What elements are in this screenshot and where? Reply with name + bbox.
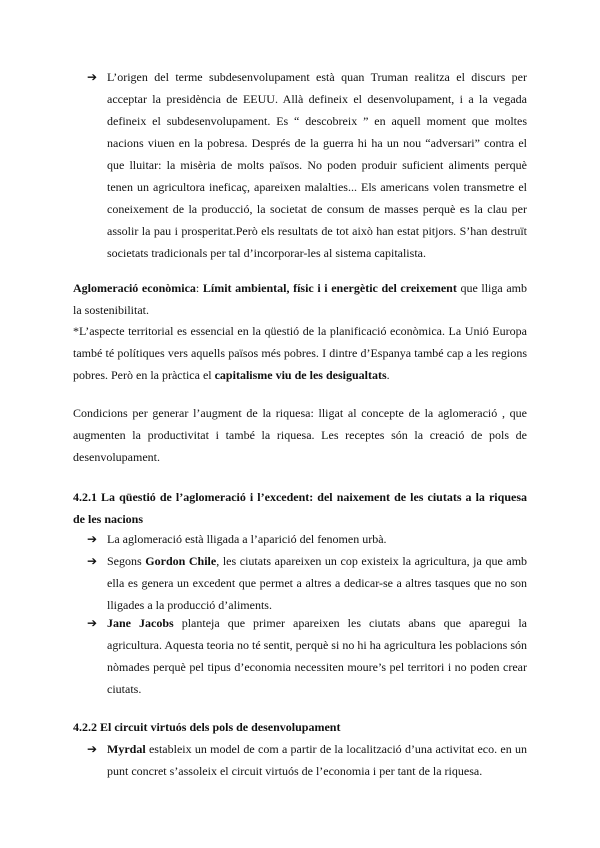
bullet-bold-name: Myrdal bbox=[107, 742, 146, 756]
bullet-bold-name: Gordon Chile bbox=[145, 554, 217, 568]
aglomeracio-label: Aglomeració econòmica bbox=[73, 281, 196, 295]
territorial-text: *L’aspecte territorial es essencial en la qüestió de la planificació econòmica. La Unió Europa també té polítiques vers aquells països més pobres. I dintre d’Espanya també cap a les regions pobres. Però en la pràctica el bbox=[73, 324, 527, 382]
list-item bbox=[87, 738, 527, 782]
bullet-pre: Segons bbox=[107, 554, 146, 568]
territorial-bold-phrase: capitalisme viu de les desigualtats bbox=[214, 368, 387, 382]
bullet-text bbox=[107, 612, 527, 700]
aglomeracio-colon: : bbox=[195, 281, 203, 295]
bullet-text: La aglomeració està lligada a l’aparició del fenomen urbà. bbox=[107, 532, 387, 546]
arrow-icon: ➔ bbox=[87, 616, 98, 630]
arrow-icon: ➔ bbox=[87, 70, 98, 84]
section-421-heading: 4.2.1 La qüestió de l’aglomeració i l’excedent: del naixement de les ciutats a la riquesa de les nacions bbox=[73, 490, 527, 526]
bullet-rest: , les ciutats apareixen un cop existeix la agricultura, ja que amb ella es genera un excedent que permet a altres a dedicar-se a altres tasques que no son lligades a la producció d’aliments. bbox=[107, 554, 528, 612]
aglomeracio-bold-phrase: Límit ambiental, físic i i energètic del creixement bbox=[202, 281, 457, 295]
arrow-icon: ➔ bbox=[87, 532, 98, 546]
aglomeracio-paragraph bbox=[73, 277, 527, 321]
arrow-icon: ➔ bbox=[87, 554, 98, 568]
section-422-heading: 4.2.2 El circuit virtuós dels pols de desenvolupament bbox=[73, 720, 341, 734]
bullet-bold-name: Jane Jacobs bbox=[107, 616, 174, 630]
bullet-rest: estableix un model de com a partir de la localització d’una activitat eco. en un punt concret s’assoleix el circuit virtuós de l’economia i per tant de la riquesa. bbox=[107, 742, 527, 778]
territorial-paragraph bbox=[73, 320, 527, 386]
intro-bullet-text: L’origen del terme subdesenvolupament està quan Truman realitza el discurs per acceptar la presidència de EEUU. Allà defineix el desenvolupament, i a la vegada defineix el subdesenvolupament. Es “ descobreix ” en aquell moment que moltes nacions viuen en la pobresa. Després de la guerra hi ha un nou “adversari” contra el que lluitar: la misèria de molts països. No poden produir suficient aliments perquè tenen un agricultora ineficaç, apareixen malalties... Els americans volen transmetre el coneixement de la producció, la societat de consum de masses perquè es la clau per assolir la pau i prosperitat.Però els resultats de tot això han estat pitjors. S’han destruït societats tradicionals per tal d’incorporar-les al sistema capitalista. bbox=[107, 70, 527, 260]
bullet-text bbox=[107, 738, 527, 782]
condicions-paragraph: Condicions per generar l’augment de la riquesa: lligat al concepte de la aglomeració , que augmenten la productivitat i també la riquesa. Les receptes són la creació de pols de desenvolupament. bbox=[73, 406, 527, 464]
intro-bullet bbox=[87, 66, 527, 264]
territorial-end: . bbox=[386, 368, 390, 382]
list-item bbox=[87, 612, 528, 700]
arrow-icon: ➔ bbox=[87, 742, 98, 756]
bullet-text bbox=[107, 550, 527, 616]
list-item bbox=[87, 550, 528, 616]
list-item bbox=[87, 528, 527, 550]
bullet-rest: planteja que primer apareixen les ciutats abans que aparegui la agricultura. Aquesta teoria no té sentit, perquè si no hi ha agricultura les poblacions són nòmades perquè pel tipus d’economia necessiten moure’s pel territori i no poden crear ciutats. bbox=[107, 616, 528, 696]
aglomeracio-rest: que lliga amb la sostenibilitat. bbox=[73, 281, 527, 317]
